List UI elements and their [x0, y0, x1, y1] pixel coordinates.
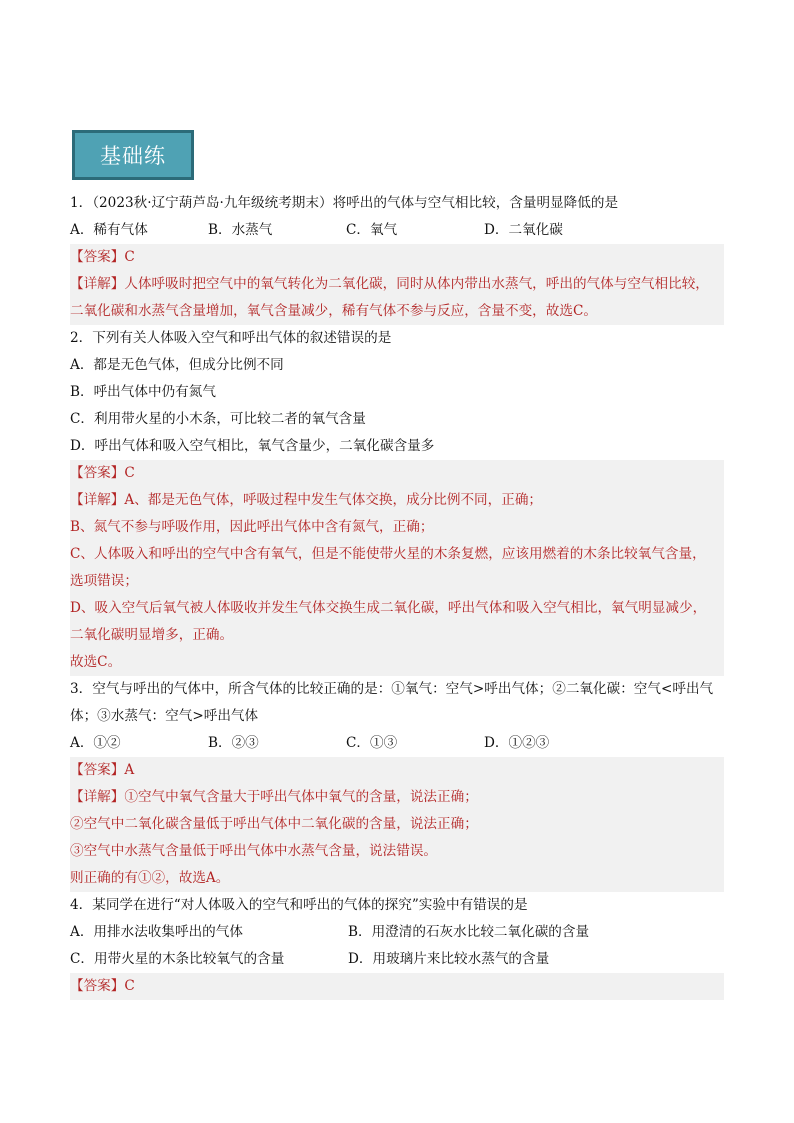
q1-detail-line-2: 二氧化碳和水蒸气含量增加，氧气含量减少，稀有气体不参与反应，含量不变，故选C。: [70, 303, 597, 319]
q1-option-a: A．稀有气体: [70, 222, 148, 238]
q1-detail-line-1: 【详解】人体呼吸时把空气中的氧气转化为二氧化碳，同时从体内带出水蒸气，呼出的气体与空气相比较，: [70, 276, 709, 292]
q3-answer: 【答案】A: [70, 762, 135, 778]
q4-solution: [70, 973, 724, 1000]
q4-answer: 【答案】C: [70, 978, 135, 994]
q3-stem-line-1: 3．空气与呼出的气体中，所含气体的比较正确的是：①氧气：空气>呼出气体；②二氧化碳：空气<呼出气: [70, 681, 714, 697]
q4-options-row-2: [70, 946, 724, 973]
q4-option-d: D．用玻璃片来比较水蒸气的含量: [348, 951, 550, 967]
q2-detail-line-1: 【详解】A、都是无色气体，呼吸过程中发生气体交换，成分比例不同，正确；: [70, 492, 543, 508]
q4-stem: 4．某同学在进行“对人体吸入的空气和呼出的气体的探究”实验中有错误的是: [70, 897, 528, 913]
q3-detail-line-3: ③空气中水蒸气含量低于呼出气体中水蒸气含量，说法错误。: [70, 843, 438, 859]
q3-option-b: B．②③: [208, 735, 259, 751]
q2-detail-line-3: C、人体吸入和呼出的空气中含有氧气，但是不能使带火星的木条复燃，应该用燃着的木条比较氧气含量，: [70, 546, 706, 562]
q1-answer: 【答案】C: [70, 249, 135, 265]
q3-option-c: C．①③: [346, 735, 398, 751]
q1-solution: [70, 244, 724, 325]
q2-detail-line-7: 故选C。: [70, 654, 122, 670]
q3-stem-line-2: 体；③水蒸气：空气>呼出气体: [70, 708, 259, 724]
q2-detail-line-6: 二氧化碳明显增多，正确。: [70, 627, 234, 643]
q1-option-b: B．水蒸气: [208, 222, 273, 238]
q2-answer: 【答案】C: [70, 465, 135, 481]
q3-options: [70, 730, 724, 757]
q3-option-a: A．①②: [70, 735, 121, 751]
q3-detail-line-2: ②空气中二氧化碳含量低于呼出气体中二氧化碳的含量，说法正确；: [70, 816, 478, 832]
q2-option-a: A．都是无色气体，但成分比例不同: [70, 357, 284, 373]
q2-option-d: D．呼出气体和吸入空气相比，氧气含量少，二氧化碳含量多: [70, 438, 435, 454]
q1-option-d: D．二氧化碳: [484, 222, 563, 238]
q1-stem: 1．（2023秋·辽宁葫芦岛·九年级统考期末）将呼出的气体与空气相比较，含量明显降低的是: [70, 195, 619, 211]
q3-detail-line-1: 【详解】①空气中氧气含量大于呼出气体中氧气的含量，说法正确；: [70, 789, 478, 805]
q2-solution: [70, 460, 724, 676]
q2-detail-line-5: D、吸入空气后氧气被人体吸收并发生气体交换生成二氧化碳，呼出气体和吸入空气相比，氧气明显减少，: [70, 600, 707, 616]
question-list: [70, 190, 724, 1000]
section-badge: 基础练: [72, 130, 194, 180]
q2-stem: 2．下列有关人体吸入空气和呼出气体的叙述错误的是: [70, 330, 392, 346]
q2-option-c: C．利用带火星的小木条，可比较二者的氧气含量: [70, 411, 366, 427]
q3-option-d: D．①②③: [484, 735, 550, 751]
q2-detail-line-2: B、氮气不参与呼吸作用，因此呼出气体中含有氮气，正确；: [70, 519, 434, 535]
q1-option-c: C．氧气: [346, 222, 398, 238]
q3-detail-line-4: 则正确的有①②，故选A。: [70, 870, 230, 886]
q2-option-b: B．呼出气体中仍有氮气: [70, 384, 216, 400]
q1-options: [70, 217, 724, 244]
q4-option-b: B．用澄清的石灰水比较二氧化碳的含量: [348, 924, 590, 940]
q2-detail-line-4: 选项错误；: [70, 573, 138, 589]
q3-solution: [70, 757, 724, 892]
q4-options-row-1: [70, 919, 724, 946]
q4-option-c: C．用带火星的木条比较氧气的含量: [70, 951, 285, 967]
q4-option-a: A．用排水法收集呼出的气体: [70, 924, 243, 940]
